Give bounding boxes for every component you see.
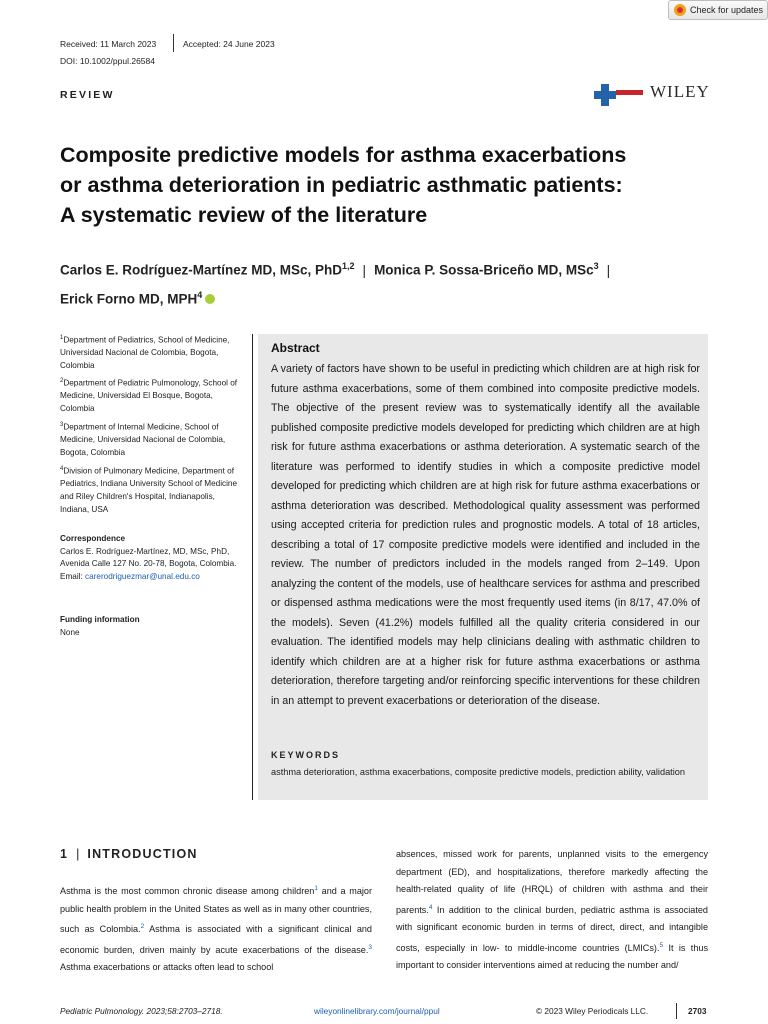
section-separator: | [76,847,80,861]
body-text: and a major public health problem in the United States as well as in many other countries, such as Colombia. [60,886,372,935]
body-text: Asthma exacerbations or attacks often lead to school [60,962,274,973]
body-text: Asthma is the most common chronic disease among children [60,886,315,897]
citation-link[interactable]: 3 [368,943,372,951]
section-heading [60,847,198,861]
email-label: Email: [60,571,83,581]
title-line: A systematic review of the literature [60,203,428,227]
affiliation-text: Department of Pediatric Pulmonology, School of Medicine, Universidad El Bosque, Bogota, Colombia [60,378,238,413]
body-column-left [60,880,372,977]
author-separator: | [606,262,611,278]
author-affil-ref: 3 [593,261,599,271]
affiliation [60,375,246,416]
affiliation-text: Department of Pediatrics, School of Medicine, Universidad Nacional de Colombia, Bogota, Colombia [60,335,230,370]
footer-copyright: © 2023 Wiley Periodicals LLC. [536,1006,649,1016]
author-list [60,254,720,311]
affiliation [60,332,246,373]
author-name[interactable]: Erick Forno MD, MPH [60,291,198,306]
logo-red-bar [616,90,643,95]
article-type-label: REVIEW [60,89,115,101]
funding-text: None [60,627,80,637]
article-title [60,140,680,230]
title-line: or asthma deterioration in pediatric asthmatic patients: [60,173,623,197]
affiliation-number: 4 [60,466,64,472]
body-text: Asthma is associated with a significant clinical and economic burden, driven mainly by acute exacerbations of the disease. [60,924,372,955]
orcid-icon[interactable] [205,294,215,304]
affiliation [60,419,246,460]
affiliation [60,463,246,516]
citation-link[interactable]: 4 [428,903,433,911]
column-divider [252,334,253,800]
affiliation-text: Department of Internal Medicine, School of Medicine, Universidad Nacional de Colombia, Bogota, Colombia [60,422,226,457]
medical-cross-icon [594,84,616,106]
footer-divider [676,1003,677,1019]
footer-journal-link[interactable]: wileyonlinelibrary.com/journal/ppul [314,1006,440,1016]
author-name[interactable]: Carlos E. Rodríguez-Martínez MD, MSc, PhD [60,262,343,278]
author-separator: | [362,262,367,278]
citation-link[interactable]: 5 [659,941,664,949]
body-text: It is thus important to consider interventions aimed at reducing the number and/ [396,942,708,971]
page-number: 2703 [688,1006,707,1016]
section-number: 1 [60,847,69,861]
doi: DOI: 10.1002/ppul.26584 [60,56,155,66]
check-for-updates-button[interactable] [668,0,768,20]
correspondence-heading: Correspondence [60,534,126,543]
meta-divider [173,34,174,52]
crossmark-icon [674,4,686,16]
affiliation-number: 1 [60,335,64,341]
correspondence-block [60,533,246,583]
author-affil-ref: 1,2 [342,261,355,271]
keywords-text: asthma deterioration, asthma exacerbations, composite predictive models, prediction ability, validation [271,767,685,777]
keywords-heading: KEYWORDS [271,750,341,760]
funding-block [60,614,246,639]
affiliation-number: 3 [60,422,64,428]
body-text: absences, missed work for parents, unplanned visits to the emergency department (ED), and hospitalizations, therefore markedly affecting the health-related quality of life (HRQL) of children with asthma and their parents. [396,849,708,915]
abstract-text: A variety of factors have shown to be useful in predicting which children are at high risk for future asthma exacerbations, some of them combined into composite predictive models. The objective of the present review was to systematically identify all the available published composite predictive models developed for predicting which children are at high risk for future asthma exacerbations or asthma deterioration. A systematic search of the literature was performed to identify studies in which a composite predictive model developed for predicting which children are at high risk for future asthma exacerbations or asthma deterioration was described. Methodological quality assessment was performed using accepted criteria for prediction rules and prognostic models. A total of 18 articles, describing a total of 17 composite predictive models were identified and included in the review. The number of predictors included in the models ranged from 2–149. Upon analyzing the content of the models, use of healthcare services for asthma and prescribed or dispensed asthma medications were the most frequently used items (in 8/17, 47.0% of the models). Seven (41.2%) models fulfilled all the quality criteria considered in our evaluation. The identified models may help clinicians dealing with asthmatic children to identify which children are at a higher risk for future asthma exacerbations or asthma deterioration, therefore targeting and/or reinforcing specific interventions for these children in an attempt to prevent exacerbations or deterioration of the disease. [271,363,700,707]
affiliation-number: 2 [60,378,64,384]
abstract-heading: Abstract [271,341,320,355]
correspondence-text: Carlos E. Rodríguez-Martínez, MD, MSc, PhD, Avenida Calle 127 No. 20-78, Bogota, Colombia. [60,546,237,569]
title-line: Composite predictive models for asthma exacerbations [60,143,627,167]
author-affil-ref: 4 [197,289,203,300]
citation-link[interactable]: 2 [140,923,145,931]
section-title: INTRODUCTION [87,847,198,861]
footer-citation: Pediatric Pulmonology. 2023;58:2703–2718. [60,1006,223,1016]
received-date: Received: 11 March 2023 [60,39,157,49]
body-text: In addition to the clinical burden, pediatric asthma is associated with significant economic burden in terms of direct, direct, and intangible costs, especially in low- to middle-income countries (LMICs). [396,904,708,953]
accepted-date: Accepted: 24 June 2023 [183,39,275,49]
citation-link[interactable]: 1 [314,885,318,892]
body-column-right [396,846,708,975]
check-for-updates-label: Check for updates [690,5,764,15]
funding-heading: Funding information [60,615,140,624]
author-name[interactable]: Monica P. Sossa-Briceño MD, MSc [374,262,594,278]
affiliation-text: Division of Pulmonary Medicine, Department of Pediatrics, Indiana University School of Medicine and Riley Children's Hospital, Indianapolis, Indiana, USA [60,466,238,514]
email-link[interactable]: carerodriguezmar@unal.edu.co [85,571,200,581]
publisher-logo: WILEY [650,82,710,101]
